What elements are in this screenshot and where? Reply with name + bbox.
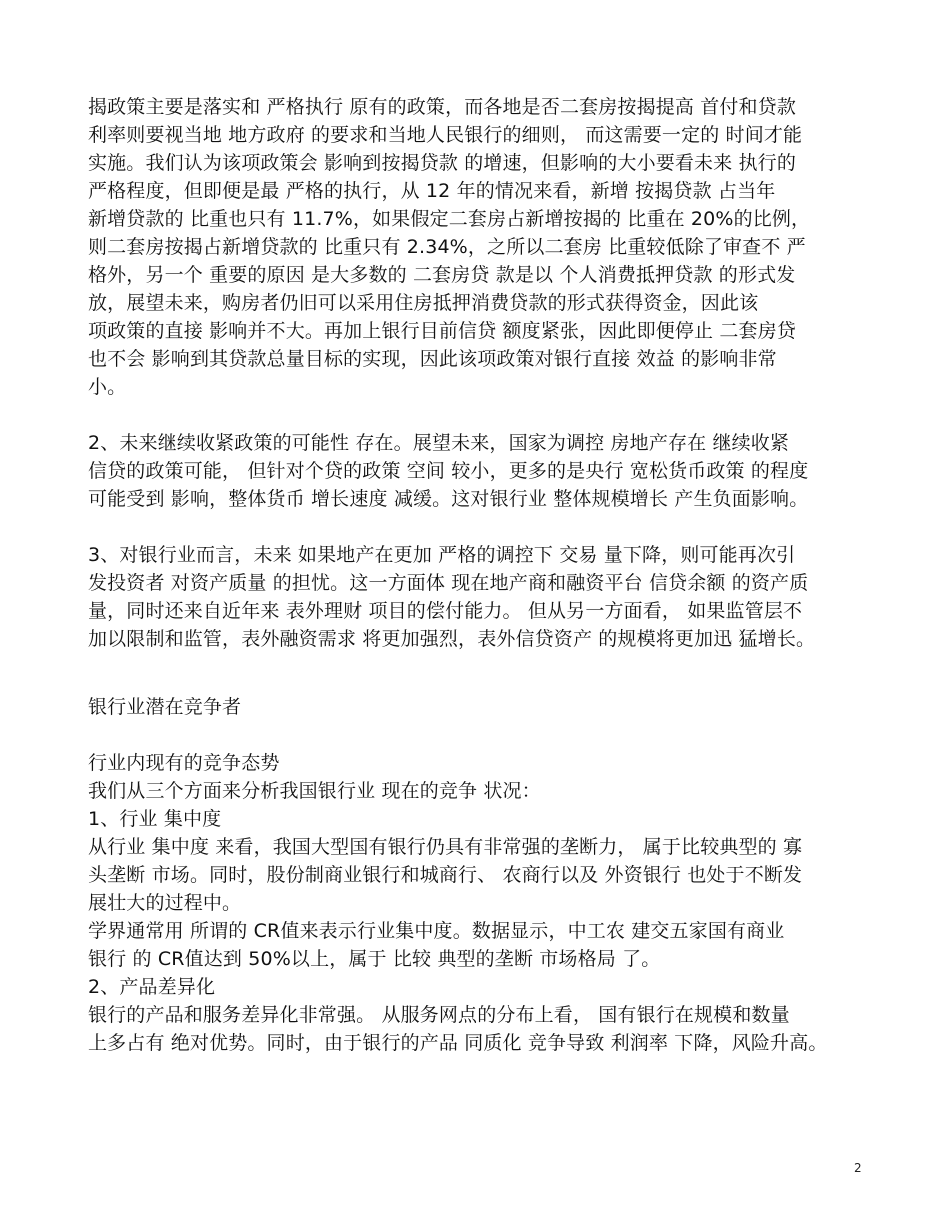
text-line: 量，同时还来自近年来 表外理财 项目的偿付能力。 但从另一方面看， 如果监管层不	[88, 600, 803, 622]
text-line: 放，展望未来，购房者仍旧可以采用住房抵押消费贷款的形式获得资金，因此该	[88, 292, 759, 314]
paragraph-mortgage-policy	[88, 93, 863, 401]
paragraph-tightening-outlook	[88, 429, 863, 513]
text-line: 从行业 集中度 来看，我国大型国有银行仍具有非常强的垄断力， 属于比较典型的 寡	[88, 836, 803, 858]
text-line: 3、对银行业而言，未来 如果地产在更加 严格的调控下 交易 量下降，则可能再次引	[88, 544, 796, 566]
paragraph-asset-quality	[88, 541, 863, 653]
text-line: 则二套房按揭占新增贷款的 比重只有 2.34%，之所以二套房 比重较低除了审查不 严	[88, 236, 806, 258]
text-line: 小。	[88, 376, 127, 398]
text-line: 加以限制和监管，表外融资需求 将更加强烈，表外信贷资产 的规模将更加迅 猛增长。	[88, 628, 816, 650]
text-line: 也不会 影响到其贷款总量目标的实现，因此该项政策对银行直接 效益 的影响非常	[88, 348, 777, 370]
text-line: 利率则要视当地 地方政府 的要求和当地人民银行的细则， 而这需要一定的 时间才能	[88, 124, 803, 146]
text-line: 可能受到 影响，整体货币 增长速度 减缓。这对银行业 整体规模增长 产生负面影响。	[88, 488, 809, 510]
text-line: 揭政策主要是落实和 严格执行 原有的政策，而各地是否二套房按揭提高 首付和贷款	[88, 96, 796, 118]
text-line: 学界通常用 所谓的 CR值来表示行业集中度。数据显示，中工农 建交五家国有商业	[88, 920, 785, 942]
text-line: 严格程度，但即便是最 严格的执行，从 12 年的情况来看，新增 按揭贷款 占当年	[88, 180, 776, 202]
heading-line: 银行业潜在竞争者	[88, 696, 242, 718]
section-heading-potential-competitors	[88, 693, 863, 721]
text-line: 发投资者 对资产质量 的担忧。这一方面体 现在地产商和融资平台 信贷余额 的资产质	[88, 572, 809, 594]
text-line: 格外，另一个 重要的原因 是大多数的 二套房贷 款是以 个人消费抵押贷款 的形式发	[88, 264, 796, 286]
subheading-line: 2、产品差异化	[88, 976, 216, 998]
text-line: 项政策的直接 影响并不大。再加上银行目前信贷 额度紧张，因此即便停止 二套房贷	[88, 320, 796, 342]
text-line: 上多占有 绝对优势。同时，由于银行的产品 同质化 竞争导致 利润率 下降，风险升高。	[88, 1032, 828, 1054]
text-line: 实施。我们认为该项政策会 影响到按揭贷款 的增速，但影响的大小要看未来 执行的	[88, 152, 796, 174]
text-line: 我们从三个方面来分析我国银行业 现在的竞争 状况：	[88, 780, 541, 802]
text-line: 新增贷款的 比重也只有 11.7%，如果假定二套房占新增按揭的 比重在 20%的比例，	[88, 208, 811, 230]
text-line: 2、未来继续收紧政策的可能性 存在。展望未来，国家为调控 房地产存在 继续收紧	[88, 432, 790, 454]
subheading-line: 1、行业 集中度	[88, 808, 222, 830]
text-line: 头垄断 市场。同时，股份制商业银行和城商行、 农商行以及 外资银行 也处于不断发	[88, 864, 803, 886]
page-number: 2	[854, 1161, 862, 1175]
text-line: 信贷的政策可能， 但针对个贷的政策 空间 较小，更多的是央行 宽松货币政策 的程度	[88, 460, 809, 482]
text-line: 银行的产品和服务差异化非常强。 从服务网点的分布上看， 国有银行在规模和数量	[88, 1004, 790, 1026]
text-line: 银行 的 CR值达到 50%以上，属于 比较 典型的垄断 市场格局 了。	[88, 948, 661, 970]
text-line: 展壮大的过程中。	[88, 892, 242, 914]
document-body	[88, 93, 863, 1057]
section-competition-analysis	[88, 749, 863, 1057]
heading-line: 行业内现有的竞争态势	[88, 752, 280, 774]
